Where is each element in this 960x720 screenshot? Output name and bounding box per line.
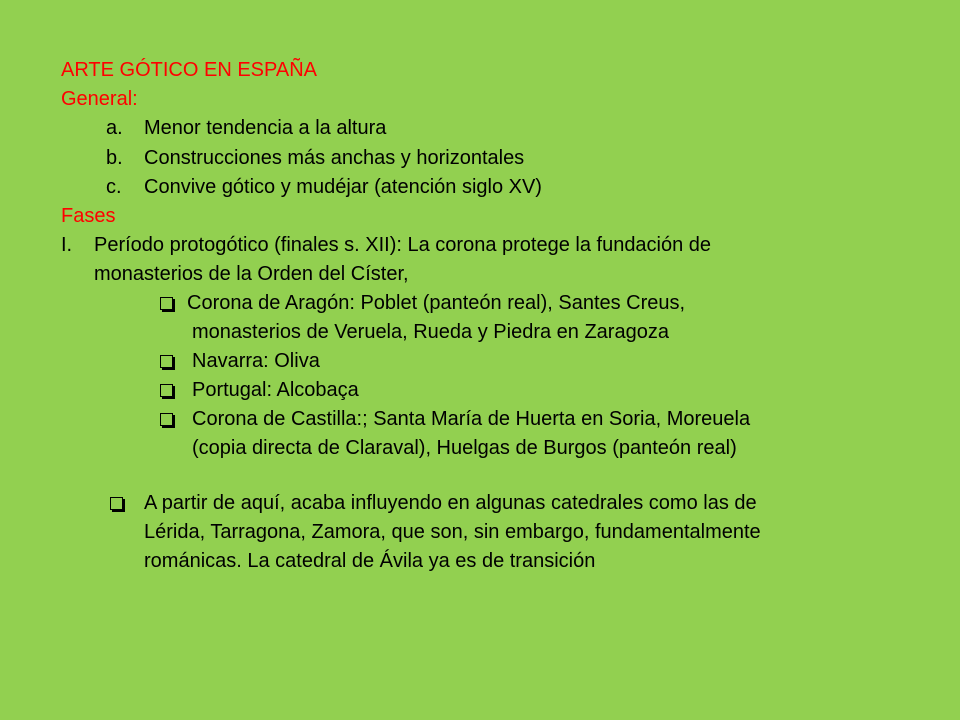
phase1-text-line1: Período protogótico (finales s. XII): La corona protege la fundación de [94, 234, 712, 256]
general-heading: General: [61, 88, 138, 110]
list-marker: b. [106, 147, 123, 169]
bullet-aragon-line1: Corona de Aragón: Poblet (panteón real), Santes Creus, [187, 292, 686, 314]
bullet-navarra: Navarra: Oliva [192, 350, 320, 372]
bullet-aragon-line2: monasterios de Veruela, Rueda y Piedra en Zaragoza [192, 321, 669, 343]
list-marker: c. [106, 176, 122, 198]
fases-heading: Fases [61, 205, 116, 227]
general-item-altura: Menor tendencia a la altura [144, 117, 387, 139]
roman-marker: I. [61, 234, 73, 256]
note-line3: románicas. La catedral de Ávila ya es de transición [144, 550, 596, 572]
general-item-mudejar: Convive gótico y mudéjar (atención siglo XV) [144, 176, 542, 198]
general-item-construcciones: Construcciones más anchas y horizontales [144, 147, 525, 169]
page-title: ARTE GÓTICO EN ESPAÑA [61, 59, 317, 81]
phase1-text-line2: monasterios de la Orden del Císter, [94, 263, 409, 285]
note-line2: Lérida, Tarragona, Zamora, que son, sin embargo, fundamentalmente [144, 521, 761, 543]
note-line1: A partir de aquí, acaba influyendo en algunas catedrales como las de [144, 492, 757, 514]
list-marker: a. [106, 117, 123, 139]
bullet-portugal: Portugal: Alcobaça [192, 379, 359, 401]
bullet-castilla-line1: Corona de Castilla:; Santa María de Huerta en Soria, Moreuela [192, 408, 751, 430]
bullet-castilla-line2: (copia directa de Claraval), Huelgas de Burgos (panteón real) [192, 437, 737, 459]
